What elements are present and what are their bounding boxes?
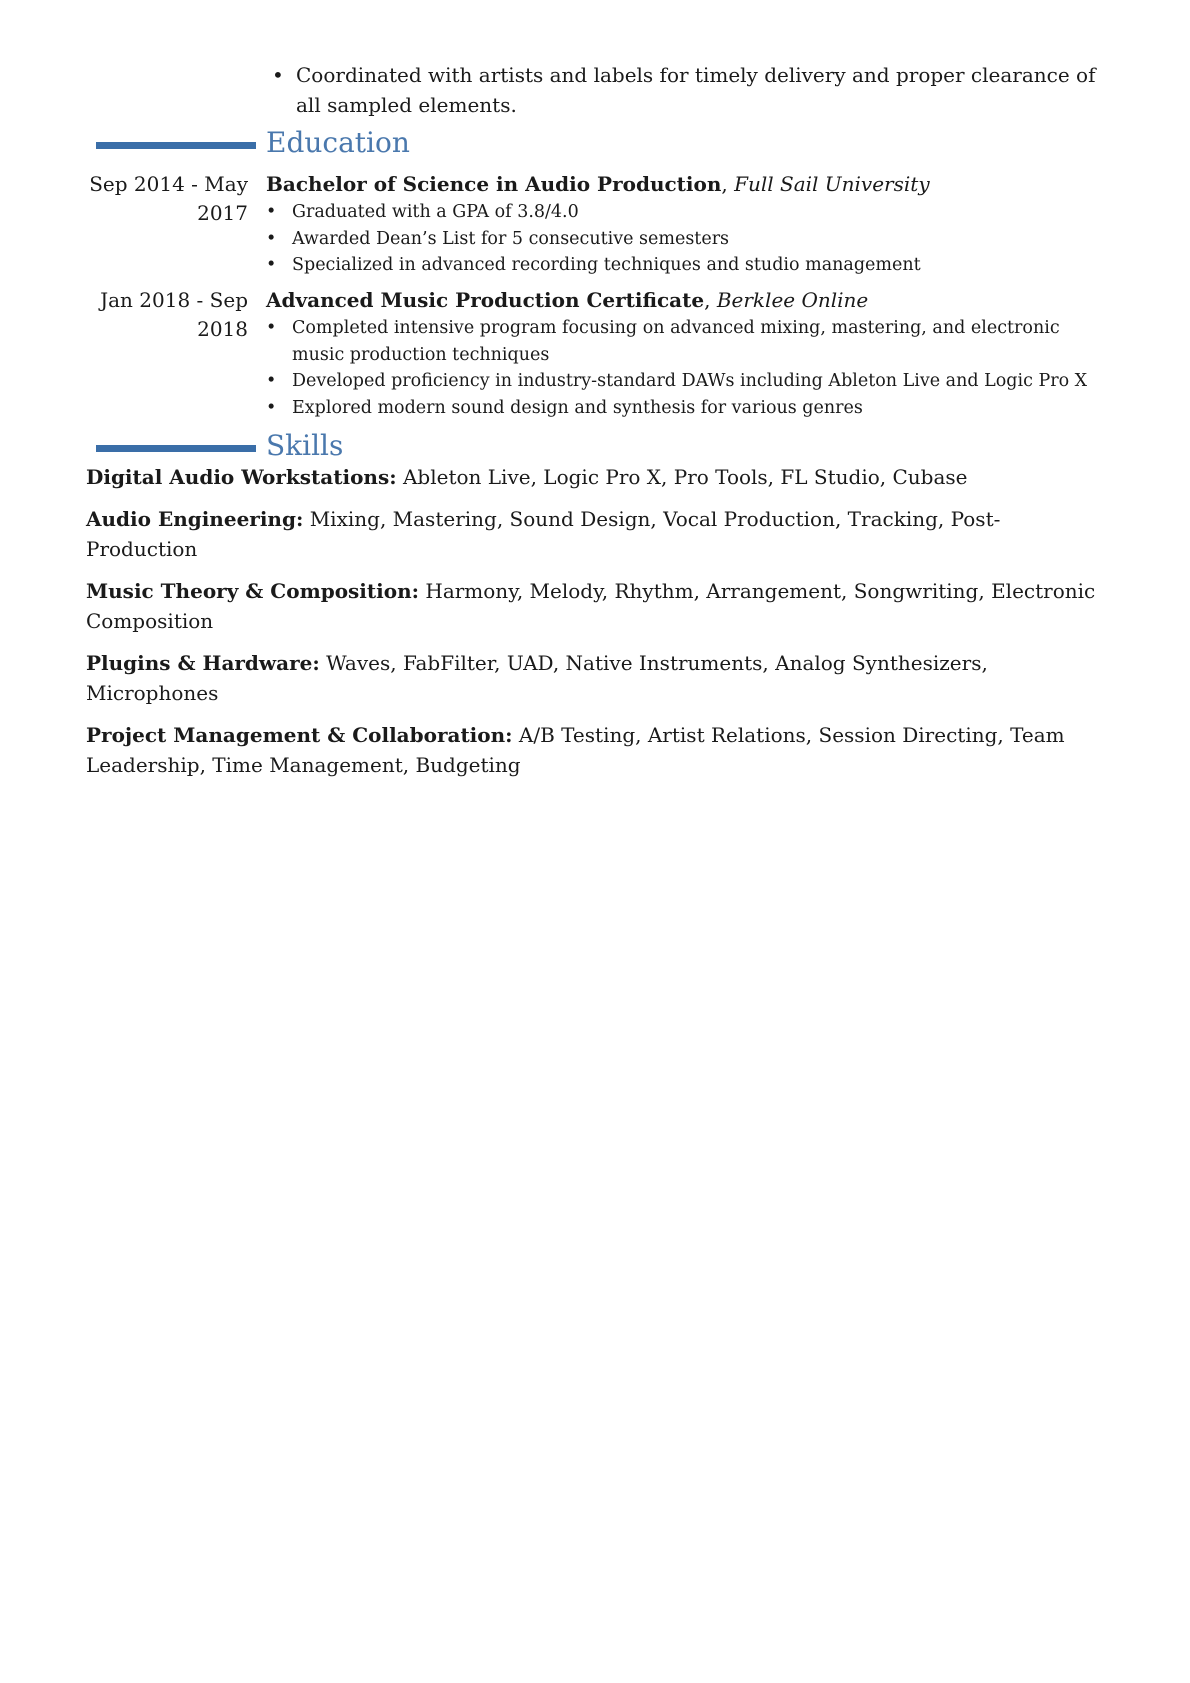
bullet-text: Developed proficiency in industry-standard DAWs including Ableton Live and Logic Pro X (292, 371, 1088, 391)
skill-row (86, 462, 1110, 492)
bullet-icon: • (266, 318, 277, 338)
date-line: Jan 2018 - Sep (100, 288, 248, 312)
bullet-text: Specialized in advanced recording techniques and studio management (292, 255, 921, 275)
bullet-text: Explored modern sound design and synthesis for various genres (292, 397, 863, 418)
list-item (266, 315, 1116, 368)
education-heading: Education (266, 126, 410, 159)
bullet-text: Awarded Dean’s List for 5 consecutive semesters (292, 228, 730, 249)
skill-label: Project Management & Collaboration: (86, 723, 513, 747)
skill-value: Mixing, Mastering, Sound Design, Vocal Production, Tracking, Post-Production (86, 507, 1001, 561)
skill-label: Plugins & Hardware: (86, 651, 320, 675)
date-line: Sep 2014 - May (89, 172, 248, 196)
skills-heading: Skills (266, 429, 344, 462)
education-bullet-list (266, 199, 1116, 279)
bullet-icon: • (266, 397, 277, 418)
bullet-icon: • (272, 63, 284, 87)
education-bullet-list (266, 315, 1116, 421)
skill-row (86, 648, 1110, 708)
education-date (80, 170, 248, 228)
list-item (266, 368, 1116, 395)
skill-value: Waves, FabFilter, UAD, Native Instruments, Analog Synthesizers, Microphones (86, 651, 988, 705)
skill-value: Harmony, Melody, Rhythm, Arrangement, Songwriting, Electronic Composition (86, 579, 1096, 633)
skill-row (86, 504, 1110, 564)
section-rule (96, 445, 256, 452)
degree-name: Bachelor of Science in Audio Production (266, 172, 722, 196)
bullet-icon: • (266, 202, 277, 222)
bullet-icon: • (266, 371, 277, 391)
date-line: 2018 (197, 317, 248, 341)
skill-label: Music Theory & Composition: (86, 579, 420, 603)
list-item (266, 226, 1116, 253)
education-details (266, 286, 1116, 421)
list-item (266, 395, 1116, 422)
section-rule (96, 142, 256, 149)
education-title: Bachelor of Science in Audio Production, Full Sail University (266, 172, 930, 196)
school-name: Berklee Online (716, 288, 869, 312)
education-title: Advanced Music Production Certificate, Berklee Online (266, 288, 869, 312)
education-section-header (0, 126, 1190, 164)
school-name: Full Sail University (734, 172, 930, 196)
bullet-text: Graduated with a GPA of 3.8/4.0 (292, 202, 579, 222)
education-details (266, 170, 1116, 279)
skill-row (86, 576, 1110, 636)
skill-label: Audio Engineering: (86, 507, 304, 531)
skill-label: Digital Audio Workstations: (86, 465, 397, 489)
list-item (266, 199, 1116, 226)
degree-name: Advanced Music Production Certificate (266, 288, 705, 312)
skill-value: A/B Testing, Artist Relations, Session Directing, Team Leadership, Time Management, Budgeting (86, 723, 1065, 777)
list-item (272, 60, 1112, 120)
date-line: 2017 (197, 201, 248, 225)
bullet-icon: • (266, 255, 277, 275)
bullet-text: Coordinated with artists and labels for timely delivery and proper clearance of all sampled elements. (296, 63, 1096, 117)
skill-value: Ableton Live, Logic Pro X, Pro Tools, FL Studio, Cubase (402, 465, 968, 489)
education-date (80, 286, 248, 344)
list-item (266, 252, 1116, 279)
experience-bullet-list (272, 60, 1112, 120)
bullet-text: Completed intensive program focusing on advanced mixing, mastering, and electronic music production techniques (292, 318, 1060, 365)
skills-list (86, 462, 1110, 792)
skill-row (86, 720, 1110, 780)
bullet-icon: • (266, 228, 277, 249)
